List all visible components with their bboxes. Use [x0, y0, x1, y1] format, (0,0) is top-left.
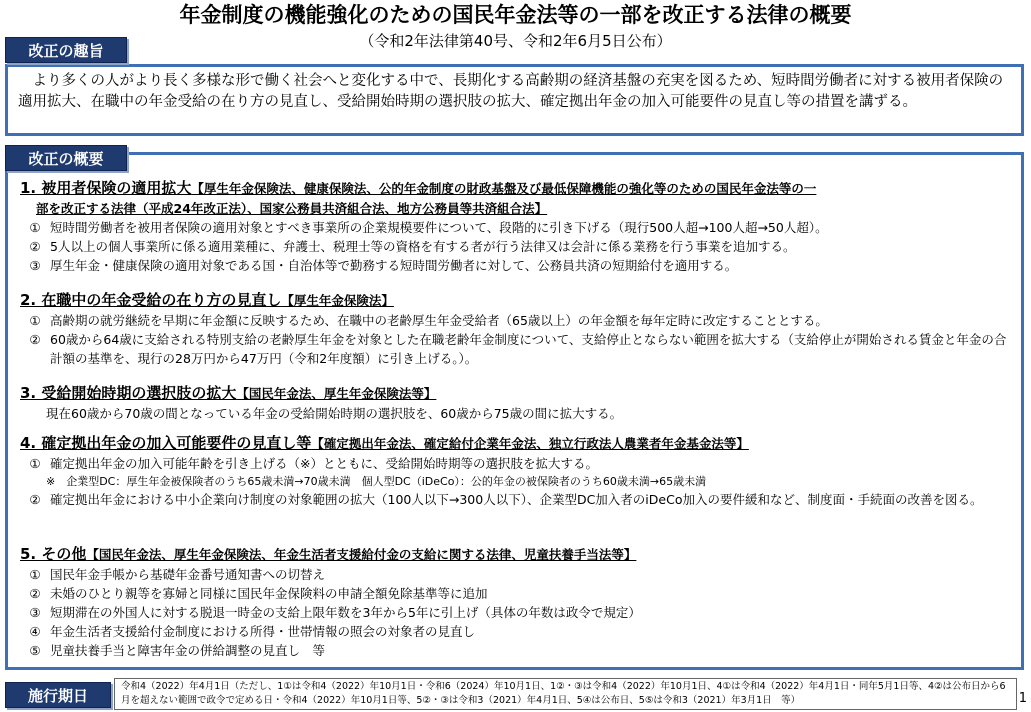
- item-number: ⑤: [29, 643, 41, 658]
- item-text: 5人以上の個人事業所に係る適用業種に、弁護士、税理士等の資格を有する者が行う法律又は会計に係る業務を行う事業を追加する。: [50, 239, 796, 254]
- list-item: [20, 565, 1010, 584]
- section-2-title: 2. 在職中の年金受給の在り方の見直し: [20, 291, 282, 309]
- page-number: 1: [1018, 691, 1027, 706]
- item-text: 短時間労働者を被用者保険の適用対象とすべき事業所の企業規模要件について、段階的に引き下げる（現行500人超→100人超→50人超）。: [50, 220, 828, 235]
- item-text: 確定拠出年金における中小企業向け制度の対象範囲の拡大（100人以下→300人以下）、企業型DC加入者のiDeCo加入の要件緩和など、制度面・手続面の改善を図る。: [50, 492, 983, 507]
- section-1-heading: [20, 179, 1010, 199]
- item-text: 年金生活者支援給付金制度における所得・世帯情報の照会の対象者の見直し: [50, 624, 476, 639]
- section-3-title: 3. 受給開始時期の選択肢の拡大: [20, 384, 237, 402]
- purpose-box: [5, 64, 1024, 136]
- item-text: 短期滞在の外国人に対する脱退一時金の支給上限年数を3年から5年に引上げ（具体の年数は政令で規定）: [50, 605, 641, 620]
- effective-box: [114, 678, 1017, 710]
- section-4-title: 4. 確定拠出年金の加入可能要件の見直し等: [20, 434, 312, 452]
- section-4-law: 【確定拠出年金法、確定給付企業年金法、独立行政法人農業者年金基金法等】: [311, 436, 749, 451]
- item-text: 確定拠出年金の加入可能年齢を引き上げる（※）とともに、受給開始時期等の選択肢を拡大する。: [50, 456, 598, 471]
- item-number: ①: [29, 220, 41, 235]
- item-text: 国民年金手帳から基礎年金番号通知書への切替え: [50, 567, 326, 582]
- list-item: [20, 584, 1010, 603]
- list-item: [20, 454, 1010, 473]
- page-subtitle: （令和2年法律第40号、令和2年6月5日公布）: [359, 32, 672, 50]
- item-number: ②: [29, 239, 41, 254]
- item-number: ①: [29, 313, 41, 328]
- overview-label: 改正の概要: [5, 145, 127, 171]
- list-item: [20, 490, 1010, 509]
- section-2-law: 【厚生年金保険法】: [281, 293, 394, 308]
- section-4-note: ※ 企業型DC：厚生年金被保険者のうち65歳未満→70歳未満 個人型DC（iDeCo）：公的年金の被保険者のうち60歳未満→65歳未満: [46, 475, 707, 488]
- item-text: 未婚のひとり親等を寡婦と同様に国民年金保険料の申請全額免除基準等に追加: [50, 586, 488, 601]
- item-number: ②: [29, 586, 41, 601]
- list-item: [20, 218, 1010, 237]
- section-5: [20, 545, 1010, 660]
- section-4: [20, 434, 1010, 509]
- item-number: ④: [29, 624, 41, 639]
- list-item: [20, 256, 1010, 275]
- list-item: [20, 641, 1010, 660]
- overview-box: [5, 152, 1024, 670]
- item-number: ②: [29, 332, 41, 347]
- section-2: [20, 291, 1010, 368]
- section-4-heading: [20, 434, 1010, 454]
- section-1-law: 【厚生年金保険法、健康保険法、公的年金制度の財政基盤及び最低保障機能の強化等のための国民年金法等の一: [191, 181, 817, 196]
- item-number: ③: [29, 605, 41, 620]
- item-text: 厚生年金・健康保険の適用対象である国・自治体等で勤務する短時間労働者に対して、公務員共済の短期給付を適用する。: [50, 258, 738, 273]
- list-item: [20, 311, 1010, 330]
- effective-text: 令和4（2022）年4月1日（ただし、1①は令和4（2022）年10月1日・令和6（2024）年10月1日、1②・③は令和4（2022）年10月1日、4①は令和4（2022）年4月1日・同年5月1日等、4②は公布日から6月を超えない範囲で政令で定める日・令和4（2022）年10月1日等、5②・③は令和3（2021）年4月1日、5④は公布日、5⑤は令和3（2021）年3月1日 等）: [121, 681, 1006, 706]
- list-item: [20, 622, 1010, 641]
- item-text: 高齢期の就労継続を早期に年金額に反映するため、在職中の老齢厚生年金受給者（65歳以上）の年金額を毎年定時に改定することとする。: [50, 313, 828, 328]
- section-1-title: 1. 被用者保険の適用拡大: [20, 179, 192, 197]
- item-number: ②: [29, 492, 41, 507]
- section-3-text: 現在60歳から70歳の間となっている年金の受給開始時期の選択肢を、60歳から75歳の間に拡大する。: [46, 406, 623, 421]
- effective-label: 施行期日: [5, 682, 111, 708]
- page-title: 年金制度の機能強化のための国民年金法等の一部を改正する法律の概要: [179, 3, 852, 27]
- item-number: ①: [29, 456, 41, 471]
- section-5-heading: [20, 545, 1010, 565]
- section-3: [20, 384, 1010, 423]
- section-1: [20, 179, 1010, 275]
- section-2-heading: [20, 291, 1010, 311]
- purpose-text: より多くの人がより長く多様な形で働く社会へと変化する中で、長期化する高齢期の経済基盤の充実を図るため、短時間労働者に対する被用者保険の適用拡大、在職中の年金受給の在り方の見直し、受給開始時期の選択肢の拡大、確定拠出年金の加入可能要件の見直し等の措置を講ずる。: [18, 73, 1004, 110]
- list-item: [20, 237, 1010, 256]
- section-3-law: 【国民年金法、厚生年金保険法等】: [236, 386, 437, 401]
- item-number: ③: [29, 258, 41, 273]
- item-text: 60歳から64歳に支給される特別支給の老齢厚生年金を対象とした在職老齢年金制度について、支給停止とならない範囲を拡大する（支給停止が開始される賃金と年金の合計額の基準を、現行の28万円から47万円（令和2年度額）に引き上げる。）。: [50, 332, 1007, 366]
- section-5-law: 【国民年金法、厚生年金保険法、年金生活者支援給付金の支給に関する法律、児童扶養手当法等】: [86, 547, 637, 562]
- item-number: ①: [29, 567, 41, 582]
- item-text: 児童扶養手当と障害年金の併給調整の見直し 等: [50, 643, 326, 658]
- purpose-label: 改正の趣旨: [5, 37, 127, 63]
- section-1-law-cont: 部を改正する法律（平成24年改正法）、国家公務員共済組合法、地方公務員等共済組合法】: [36, 201, 548, 216]
- list-item: [20, 330, 1010, 368]
- section-3-heading: [20, 384, 1010, 404]
- list-item: [20, 603, 1010, 622]
- section-5-title: 5. その他: [20, 545, 87, 563]
